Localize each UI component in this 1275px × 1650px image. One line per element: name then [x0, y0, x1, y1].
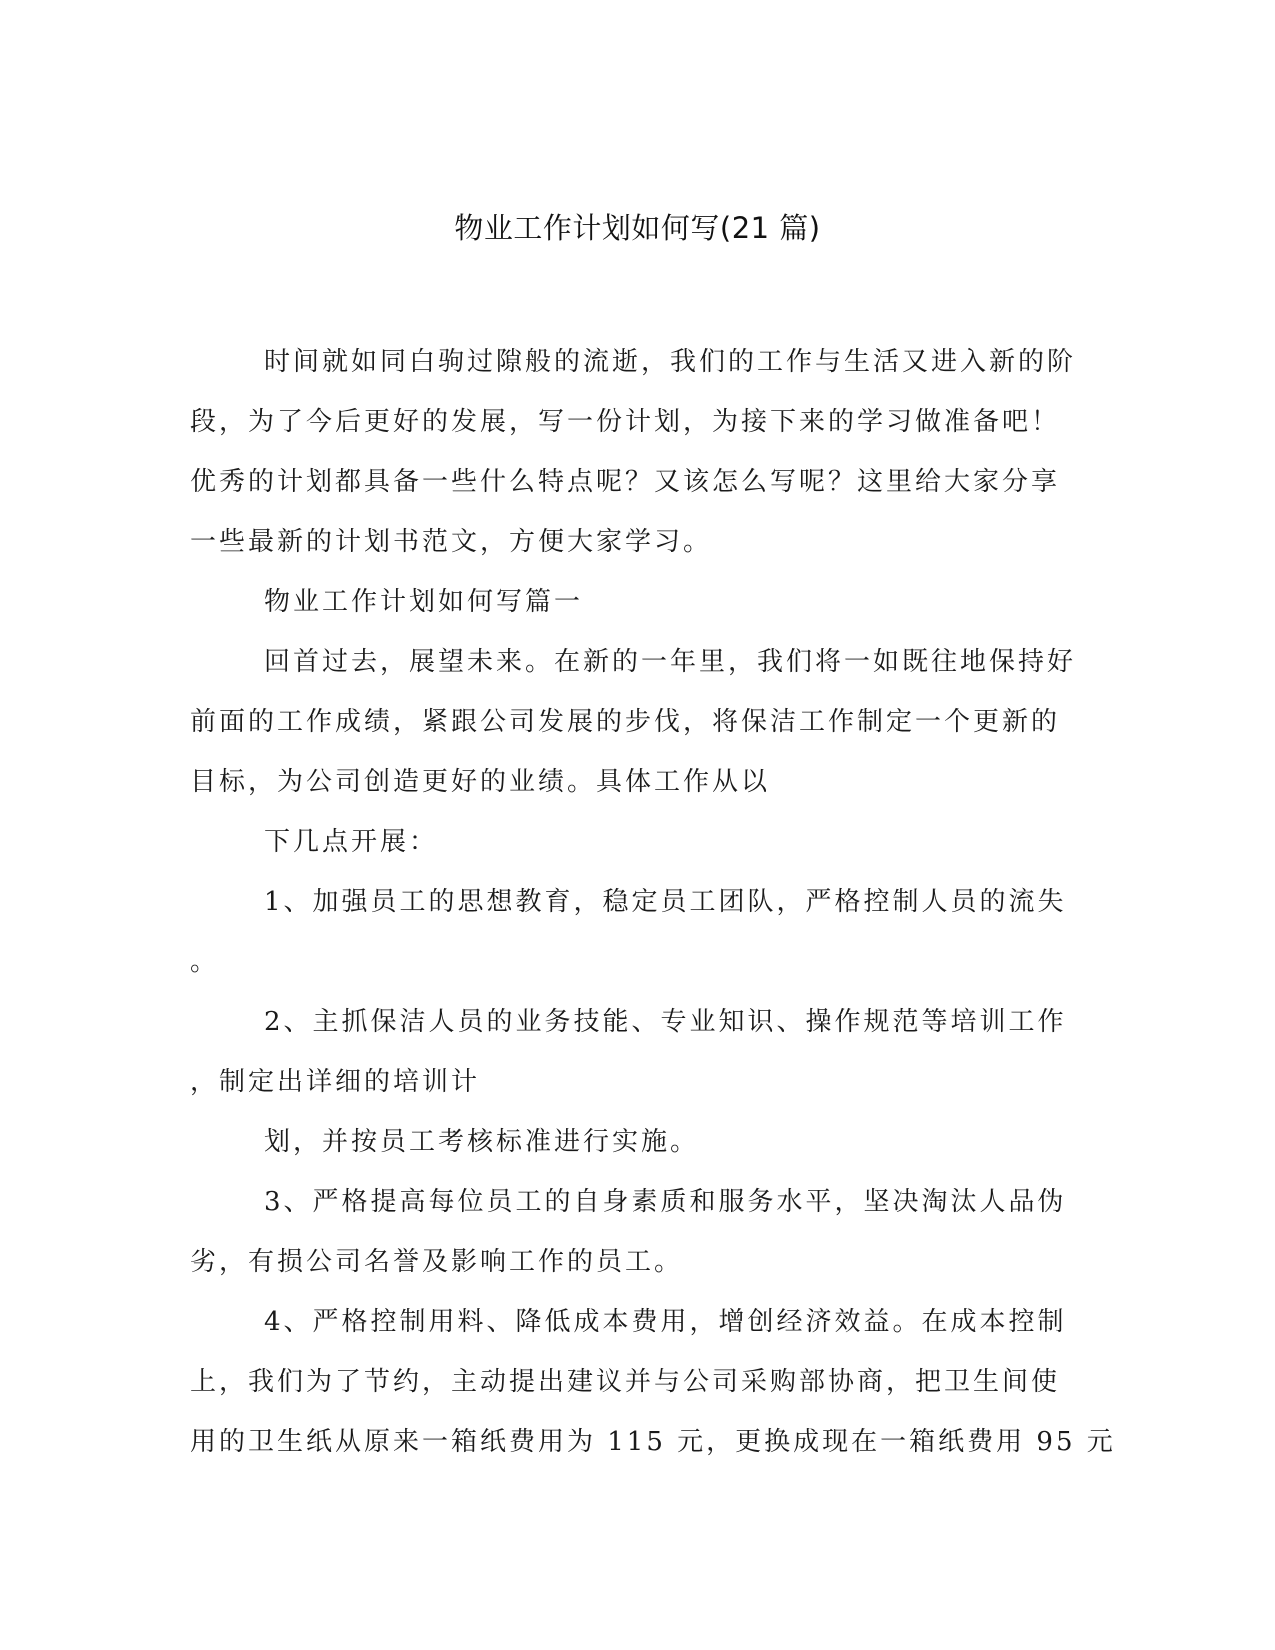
list-item-line: 2、主抓保洁人员的业务技能、专业知识、操作规范等培训工作 [264, 1007, 1067, 1037]
list-item-line: 3、严格提高每位员工的自身素质和服务水平，坚决淘汰人品伪 [264, 1187, 1067, 1217]
list-item-line: 劣，有损公司名誉及影响工作的员工。 [190, 1247, 684, 1277]
document-title: 物业工作计划如何写(21 篇) [454, 211, 821, 245]
document-body [190, 332, 1116, 1472]
list-item-line: ，制定出详细的培训计 [190, 1067, 481, 1097]
paragraph-line: 一些最新的计划书范文，方便大家学习。 [190, 527, 713, 557]
list-item-line: 用的卫生纸从原来一箱纸费用为 115 元，更换成现在一箱纸费用 95 元 [190, 1427, 1116, 1457]
paragraph-line: 时间就如同白驹过隙般的流逝，我们的工作与生活又进入新的阶 [264, 347, 1077, 377]
paragraph-line: 下几点开展： [264, 827, 439, 857]
list-item-line: 。 [190, 947, 220, 977]
paragraph-line: 前面的工作成绩，紧跟公司发展的步伐，将保洁工作制定一个更新的 [190, 707, 1061, 737]
list-item-line: 4、严格控制用料、降低成本费用，增创经济效益。在成本控制 [264, 1307, 1067, 1337]
list-item-line: 划，并按员工考核标准进行实施。 [264, 1127, 700, 1157]
list-item-line: 上，我们为了节约，主动提出建议并与公司采购部协商，把卫生间使 [190, 1367, 1061, 1397]
paragraph-line: 段，为了今后更好的发展，写一份计划，为接下来的学习做准备吧！ [190, 407, 1061, 437]
list-item-line: 1、加强员工的思想教育，稳定员工团队，严格控制人员的流失 [264, 887, 1067, 917]
paragraph-line: 目标，为公司创造更好的业绩。具体工作从以 [190, 767, 771, 797]
paragraph-line: 优秀的计划都具备一些什么特点呢？又该怎么写呢？这里给大家分享 [190, 467, 1061, 497]
paragraph-line: 回首过去，展望未来。在新的一年里，我们将一如既往地保持好 [264, 647, 1077, 677]
section-heading: 物业工作计划如何写篇一 [264, 587, 584, 617]
